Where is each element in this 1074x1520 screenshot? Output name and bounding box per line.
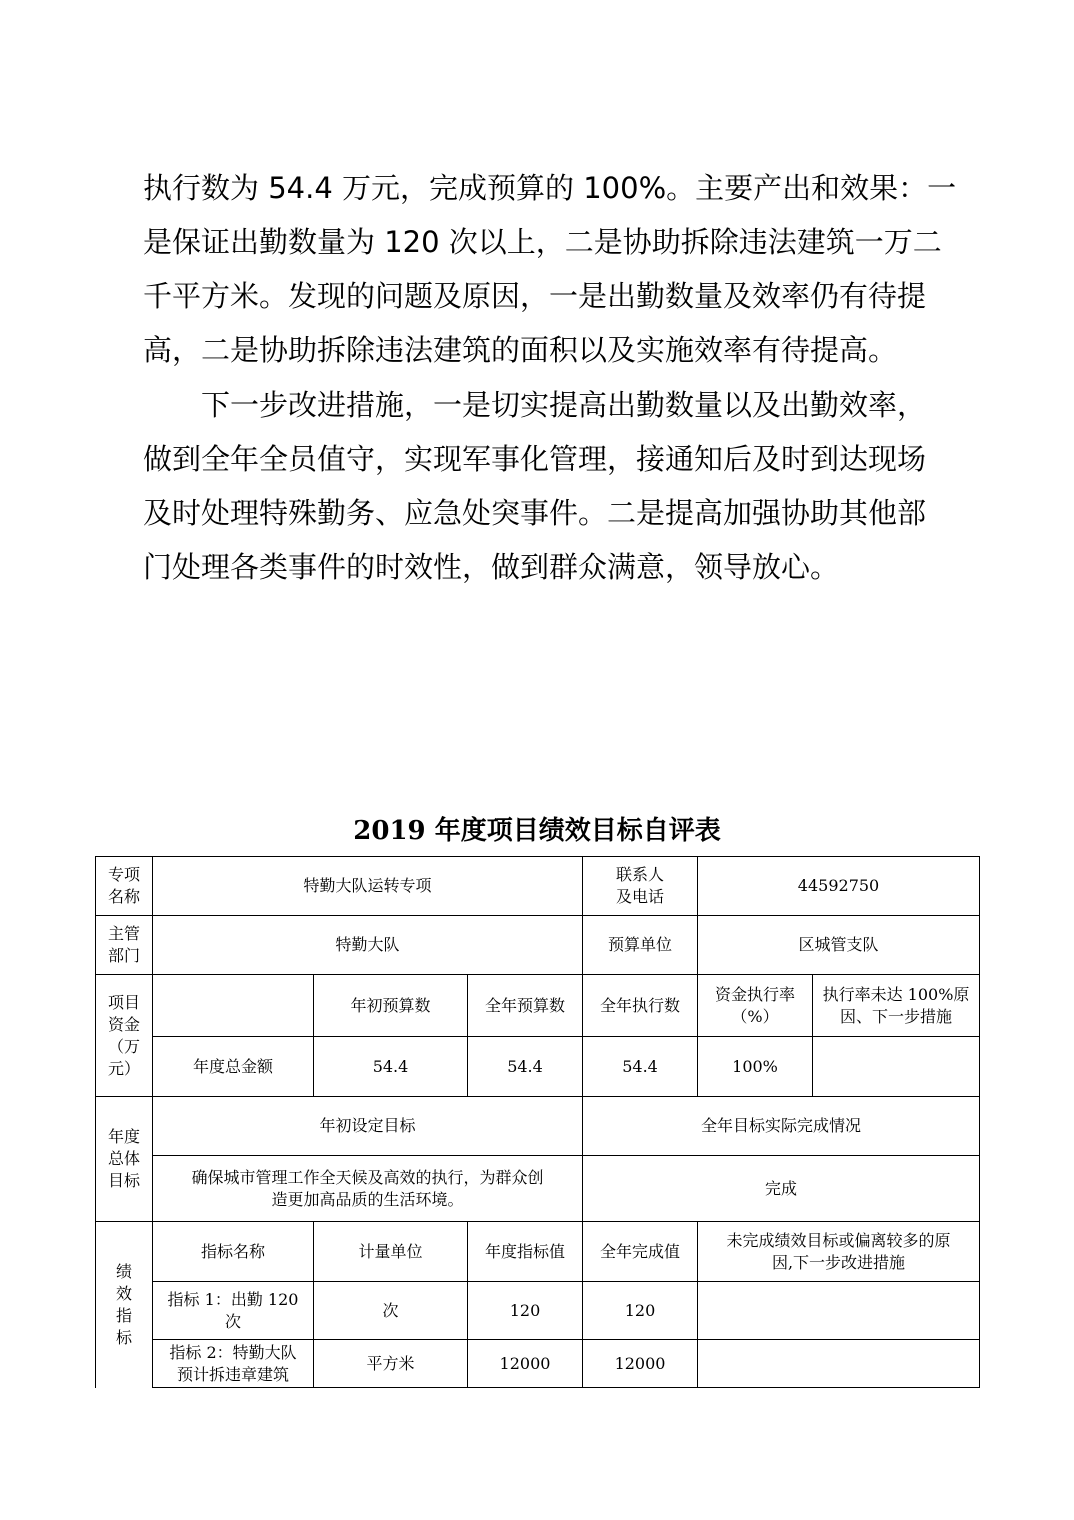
label-line: 未完成绩效目标或偏离较多的原 (726, 1230, 951, 1250)
indicator-name (153, 1282, 314, 1340)
goal-label (96, 1097, 153, 1222)
indicator-unit: 平方米 (314, 1340, 468, 1388)
paragraph-line: 及时处理特殊勤务、应急处突事件。二是提高加强协助其他部 (143, 496, 927, 530)
label-line: （%） (731, 1006, 779, 1026)
funds-header-initial: 年初预算数 (314, 975, 468, 1037)
funds-header-executed: 全年执行数 (583, 975, 698, 1037)
funds-header-annual: 全年预算数 (468, 975, 583, 1037)
project-name-label (96, 857, 153, 916)
budget-unit-value: 区城管支队 (698, 916, 980, 975)
label-line: 执行率未达 100%原 (822, 984, 970, 1004)
funds-row-label: 年度总金额 (153, 1037, 314, 1097)
table-row (96, 1156, 980, 1222)
funds-value-initial: 54.4 (314, 1037, 468, 1097)
text-line: 预计拆违章建筑 (176, 1364, 289, 1384)
contact-label (583, 857, 698, 916)
table-row (96, 916, 980, 975)
label-line: 目标 (107, 1171, 140, 1190)
dept-label (96, 916, 153, 975)
paragraph-results (143, 161, 957, 377)
paragraph-line: 高，二是协助拆除违法建筑的面积以及实施效率有待提高。 (143, 333, 898, 367)
paragraph-line: 是保证出勤数量为 120 次以上，二是协助拆除违法建筑一万二 (143, 225, 942, 259)
table-row (96, 1282, 980, 1340)
label-line: 部门 (107, 946, 140, 965)
table-row (96, 1340, 980, 1388)
text-line: 确保城市管理工作全天候及高效的执行，为群众创 (191, 1167, 544, 1187)
label-line: 指 (115, 1305, 132, 1325)
indicator-label (96, 1222, 153, 1388)
table-title: 2019 年度项目绩效目标自评表 (353, 816, 721, 846)
table-row (96, 1037, 980, 1097)
label-line: 年度 (107, 1127, 140, 1146)
indicator-target: 12000 (468, 1340, 583, 1388)
indicator-note (698, 1282, 980, 1340)
paragraph-line: 执行数为 54.4 万元，完成预算的 100%。主要产出和效果：一 (143, 171, 957, 205)
table-row (96, 975, 980, 1037)
project-name-value: 特勤大队运转专项 (153, 857, 583, 916)
text-line: 造更加高品质的生活环境。 (271, 1189, 464, 1209)
funds-value-reason (813, 1037, 980, 1097)
label-line: 元） (107, 1058, 140, 1078)
paragraph-line: 千平方米。发现的问题及原因，一是出勤数量及效率仍有待提 (143, 279, 927, 313)
table-row (96, 1097, 980, 1156)
indicator-actual: 120 (583, 1282, 698, 1340)
label-line: 总体 (107, 1149, 140, 1168)
label-line: 资金执行率 (715, 984, 796, 1004)
table-row (96, 1222, 980, 1282)
paragraph-line: 门处理各类事件的时效性，做到群众满意，领导放心。 (143, 550, 840, 584)
funds-value-executed: 54.4 (583, 1037, 698, 1097)
empty-cell (153, 975, 314, 1037)
performance-table (95, 856, 980, 1388)
indicator-actual: 12000 (583, 1340, 698, 1388)
label-line: 资金 (107, 1014, 140, 1034)
paragraph-line: 做到全年全员值守，实现军事化管理，接通知后及时到达现场 (143, 442, 927, 476)
label-line: 标 (115, 1327, 132, 1347)
funds-value-rate: 100% (698, 1037, 813, 1097)
indicator-header-note (698, 1222, 980, 1282)
text-line: 次 (224, 1311, 241, 1331)
paragraph-improvements (143, 378, 943, 594)
goal-initial-header: 年初设定目标 (153, 1097, 583, 1156)
dept-value: 特勤大队 (153, 916, 583, 975)
text-line: 指标 1：出勤 120 (167, 1289, 299, 1309)
contact-value: 44592750 (698, 857, 980, 916)
table-row (96, 857, 980, 916)
funds-header-reason (813, 975, 980, 1037)
label-line: 绩 (115, 1261, 132, 1281)
indicator-header-name: 指标名称 (153, 1222, 314, 1282)
label-line: 专项 (107, 865, 140, 884)
indicator-name (153, 1340, 314, 1388)
text-line: 指标 2：特勤大队 (169, 1342, 297, 1362)
paragraph-line: 下一步改进措施，一是切实提高出勤数量以及出勤效率， (201, 388, 927, 422)
goal-actual-text: 完成 (583, 1156, 980, 1222)
goal-actual-header: 全年目标实际完成情况 (583, 1097, 980, 1156)
label-line: 主管 (107, 924, 140, 943)
budget-unit-label: 预算单位 (583, 916, 698, 975)
funds-value-annual: 54.4 (468, 1037, 583, 1097)
label-line: 因,下一步改进措施 (771, 1252, 906, 1272)
funds-label (96, 975, 153, 1097)
label-line: 因、下一步措施 (840, 1006, 953, 1026)
goal-initial-text (153, 1156, 583, 1222)
indicator-header-target: 年度指标值 (468, 1222, 583, 1282)
label-line: （万 (107, 1036, 140, 1056)
label-line: 及电话 (616, 887, 665, 906)
label-line: 联系人 (616, 865, 665, 884)
indicator-header-actual: 全年完成值 (583, 1222, 698, 1282)
funds-header-rate (698, 975, 813, 1037)
label-line: 效 (115, 1283, 132, 1303)
label-line: 项目 (107, 992, 140, 1012)
indicator-unit: 次 (314, 1282, 468, 1340)
indicator-note (698, 1340, 980, 1388)
indicator-target: 120 (468, 1282, 583, 1340)
label-line: 名称 (107, 887, 140, 906)
indicator-header-unit: 计量单位 (314, 1222, 468, 1282)
